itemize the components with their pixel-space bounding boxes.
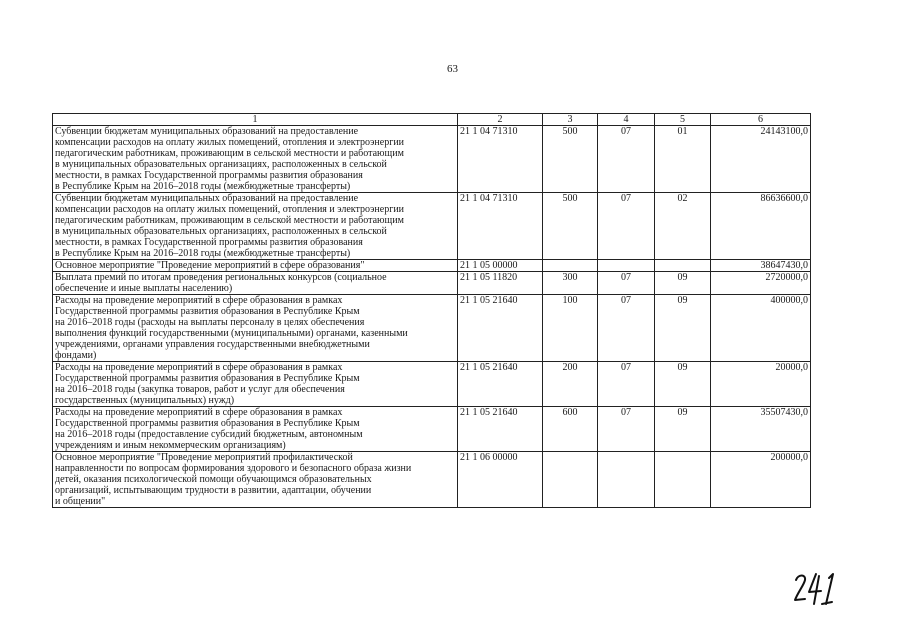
description-cell: Субвенции бюджетам муниципальных образований на предоставление компенсации расходов на оплату жилых помещений, отопления и электроэнергии педагогическим работникам, проживающим в сельской местности и работающим в муниципальных образовательных организациях, расположенных в сельской местности, в рамках Государственной программы развития образования в Республике Крым на 2016–2018 годы (межбюджетные трансферты) [53,126,458,193]
amount-cell: 400000,0 [711,295,811,362]
header-cell: 2 [458,114,543,126]
amount-cell: 86636600,0 [711,193,811,260]
program-code-cell: 21 1 05 11820 [458,272,543,295]
subsection-cell: 02 [655,193,711,260]
description-cell: Основное мероприятие "Проведение мероприятий профилактической направленности по вопросам формирования здорового и безопасного образа жизни детей, оказания психологической помощи обучающимся образовательных организаций, испытывающим трудности в развитии, адаптации, обучении и общении" [53,452,458,508]
table-row [53,193,811,260]
section-cell: 07 [598,193,655,260]
program-code-cell: 21 1 06 00000 [458,452,543,508]
table-row [53,272,811,295]
program-code-cell: 21 1 04 71310 [458,193,543,260]
expense-type-cell: 200 [543,362,598,407]
amount-cell: 38647430,0 [711,260,811,272]
expense-type-cell: 500 [543,126,598,193]
table-row [53,452,811,508]
section-cell: 07 [598,272,655,295]
header-cell: 6 [711,114,811,126]
description-cell: Расходы на проведение мероприятий в сфере образования в рамках Государственной программы развития образования в Республике Крым на 2016–2018 годы (закупка товаров, работ и услуг для обеспечения государственных (муниципальных) нужд) [53,362,458,407]
section-cell: 07 [598,126,655,193]
expense-type-cell [543,452,598,508]
table-row [53,260,811,272]
section-cell: 07 [598,362,655,407]
header-cell: 4 [598,114,655,126]
expense-type-cell: 100 [543,295,598,362]
amount-cell: 24143100,0 [711,126,811,193]
table-row [53,362,811,407]
description-cell: Выплата премий по итогам проведения региональных конкурсов (социальное обеспечение и иные выплаты населению) [53,272,458,295]
program-code-cell: 21 1 04 71310 [458,126,543,193]
expense-type-cell: 300 [543,272,598,295]
subsection-cell: 09 [655,362,711,407]
page-number: 63 [447,63,458,75]
description-cell: Расходы на проведение мероприятий в сфере образования в рамках Государственной программы развития образования в Республике Крым на 2016–2018 годы (расходы на выплаты персоналу в целях обеспечения выполнения функций государственными (муниципальными) органами, казенными учреждениями, органами управления государственными внебюджетными фондами) [53,295,458,362]
program-code-cell: 21 1 05 21640 [458,295,543,362]
subsection-cell: 01 [655,126,711,193]
subsection-cell: 09 [655,407,711,452]
section-cell: 07 [598,295,655,362]
subsection-cell [655,260,711,272]
program-code-cell: 21 1 05 21640 [458,407,543,452]
budget-table [52,113,811,508]
amount-cell: 35507430,0 [711,407,811,452]
section-cell: 07 [598,407,655,452]
program-code-cell: 21 1 05 21640 [458,362,543,407]
header-cell: 1 [53,114,458,126]
amount-cell: 200000,0 [711,452,811,508]
description-cell: Субвенции бюджетам муниципальных образований на предоставление компенсации расходов на оплату жилых помещений, отопления и электроэнергии педагогическим работникам, проживающим в сельской местности и работающим в муниципальных образовательных организациях, расположенных в сельской местности, в рамках Государственной программы развития образования в Республике Крым на 2016–2018 годы (межбюджетные трансферты) [53,193,458,260]
amount-cell: 20000,0 [711,362,811,407]
handwritten-page-number [792,568,840,608]
table-row [53,407,811,452]
header-row [53,114,811,126]
section-cell [598,260,655,272]
subsection-cell: 09 [655,295,711,362]
subsection-cell: 09 [655,272,711,295]
description-cell: Основное мероприятие "Проведение мероприятий в сфере образования" [53,260,458,272]
header-cell: 3 [543,114,598,126]
section-cell [598,452,655,508]
table-row [53,295,811,362]
description-cell: Расходы на проведение мероприятий в сфере образования в рамках Государственной программы развития образования в Республике Крым на 2016–2018 годы (предоставление субсидий бюджетным, автономным учреждениям и иным некоммерческим организациям) [53,407,458,452]
expense-type-cell [543,260,598,272]
amount-cell: 2720000,0 [711,272,811,295]
expense-type-cell: 500 [543,193,598,260]
header-cell: 5 [655,114,711,126]
table-row [53,126,811,193]
program-code-cell: 21 1 05 00000 [458,260,543,272]
expense-type-cell: 600 [543,407,598,452]
subsection-cell [655,452,711,508]
